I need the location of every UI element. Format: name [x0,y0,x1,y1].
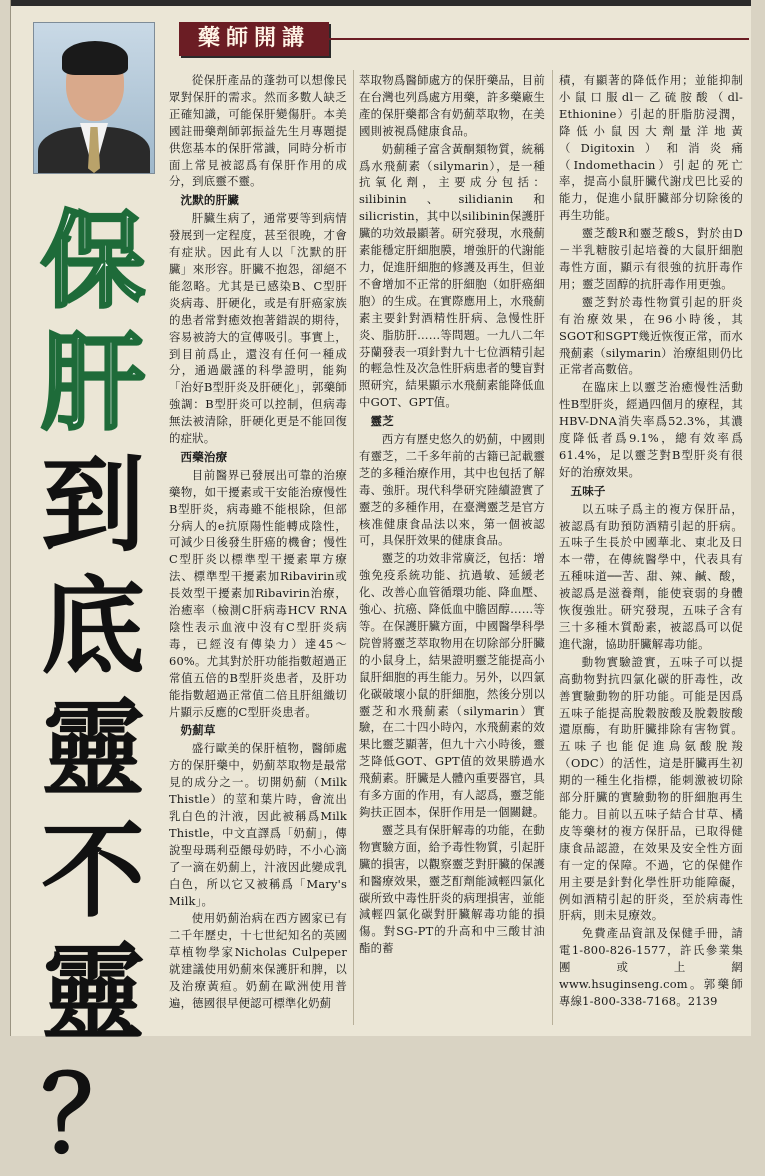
section-heading: 靈芝 [370,414,394,429]
column-tag: 藥師開講 [179,22,329,56]
article-paragraph: 靈芝酸R和靈芝酸S，對於由D－半乳糖胺引起培養的大鼠肝細胞毒性方面，顯示有很強的抗肝毒作用；靈芝固醇的抗肝毒作用更強。 [559,226,743,291]
article-paragraph: 免費產品資訊及保健手冊，請電1-800-826-1577，許氏參業集團或上網www.hsuginseng.com。郭藥師專線1-800-338-7168。2139 [559,926,743,1008]
article-paragraph: 以五味子爲主的複方保肝品，被認爲有助預防酒精引起的肝病。五味子生長於中國華北、東北及日本一帶，在傳統醫學中，代表具有五種味道──苦、甜、辣、鹹、酸，被認爲是滋養劑，能使衰弱的身體恢復強壯。研究發現，五味子含有三十多種木質酚素，被認爲可以促進代謝，協助肝臟解毒功能。 [559,501,743,651]
article-column-2 [359,72,545,958]
article-paragraph: 動物實驗證實，五味子可以提高動物對抗四氯化碳的肝毒性，改善實驗動物的肝功能。可能是因爲五味子能提高脫穀胺酸及脫穀胺酸還原酶，有助肝臟排除有害物質。五味子也能促進鳥氨酸脫羧（ODC）的活性，這是肝臟再生初期的一種生化指標，能刺激被切除部分肝臟的實驗動物的肝細胞再生能力。目前以五味子結合甘草、橘皮等藥材的複方保肝品，已取得健康食品認證，在效果及安全性方面有一定的保障。不過，它的保健作用主要是針對化學性肝功能障礙，例如酒精引起的肝炎，至於病毒性肝病，則未見療效。 [559,654,743,923]
headline-char: 底 [40,566,145,688]
header-rule [329,38,749,40]
headline-char: 保 [40,200,145,322]
headline-char: 靈 [40,688,145,810]
column-divider [552,70,553,1025]
headline-char: 到 [40,444,145,566]
article-paragraph: 積，有顯著的降低作用；並能抑制小鼠口服dl－乙硫胺酸（dl-Ethionine）引起的肝脂肪浸潤，降低小鼠因大劑量洋地黃（Digitoxin）和消炎痛（Indomethacin）引起的死亡率，提高小鼠肝臟代謝戊巴比妥的能力，促進小鼠肝臟部分切除後的再生功能。 [559,73,743,223]
section-heading: 沈默的肝臟 [180,193,239,208]
article-paragraph: 萃取物爲醫師處方的保肝藥品，目前在台灣也列爲處方用藥，許多藥廠生產的保肝藥都含有奶薊萃取物，在美國則被視爲健康食品。 [359,73,545,138]
column-divider [353,70,354,1025]
article-paragraph: 靈芝的功效非常廣泛，包括：增強免疫系統功能、抗過敏、延緩老化、改善心血管循環功能、降血壓、強心、抗癌、降低血中膽固醇……等等。在保護肝臟方面，中國醫學科學院曾將靈芝萃取物用在切除部分肝臟的小鼠身上，結果證明靈芝能提高小鼠肝細胞的再生能力。另外，以四氯化碳破壞小鼠的肝細胞，然後分別以靈芝和水飛薊素（silymarin）實驗，在二十四小時內，水飛薊素的效果比靈芝顯著，但九十六小時後，靈芝降低GOT、GPT值的效果勝過水飛薊素。肝臟是人體內重要器官，具有多方面的作用，有人認爲，靈芝能夠扶正固本，保肝作用是一個關鍵。 [359,551,545,819]
article-paragraph: 西方有歷史悠久的奶薊，中國則有靈芝，二千多年前的古籍已記載靈芝的多種治療作用，其中也包括了解毒、強肝。現代科學研究陸續證實了靈芝的多種作用，在臺灣靈芝是官方核准健康食品法以來，第一個被認可，具保肝效果的健康食品。 [359,432,545,548]
headline-char: 不 [40,810,145,932]
top-border [11,0,751,6]
article-paragraph: 盛行歐美的保肝植物，醫師處方的保肝藥中，奶薊萃取物是最常見的成分之一。切開奶薊（Milk Thistle）的莖和葉片時，會流出乳白色的汁液，因此被稱爲Milk Thistle，中文直譯爲「奶薊」，傳說聖母瑪利亞餵母奶時，不小心滴了一滴在奶薊上，汁液因此變成乳白色，所以它又被稱爲「Mary's Milk」。 [169,741,347,908]
article-column-3 [559,72,743,1011]
section-heading: 五味子 [570,483,606,498]
section-heading: 西藥治療 [180,449,228,464]
headline-char: 靈 [40,932,145,1054]
article-paragraph: 靈芝具有保肝解毒的功能，在動物實驗方面，給予毒性物質，引起肝臟的損害，以觀察靈芝對肝臟的保護和醫療效果，靈芝酊劑能減輕四氯化碳所致中毒性肝炎的病理損害，並能減輕四氯化碳對肝臟解毒功能的損傷。對SG-PT的升高和中三酸甘油酯的蓄 [359,822,545,956]
article-paragraph: 肝臟生病了，通常要等到病情發展到一定程度，甚至很晚，才會有症狀。因此有人以「沈默的肝臟」來形容。肝臟不抱怨，卻絕不能忽略。尤其是已感染B、C型肝炎病毒、肝硬化，或是有肝癌家族的患者常對癒效抱著錯誤的期待，容易被誇大的宣傳吸引。事實上，到目前爲止，還沒有任何一種成分，通過嚴謹的科學證明，能夠「治好B型肝炎及肝硬化」，郭藥師強調：B型肝炎可以控制，但病毒無法被清除，肝硬化更是不能回復的症狀。 [169,211,347,446]
article-paragraph: 從保肝產品的蓬勃可以想像民眾對保肝的需求。然而多數人缺乏正確知識，可能保肝變傷肝。本美國註冊藥劑師郭振益先生月專題提供您基本的保肝常識，同時分析市面上常見被認爲有保肝作用的成分，到底靈不靈。 [169,73,347,189]
headline [33,200,153,1176]
article-paragraph: 使用奶薊治病在西方國家已有二千年歷史，十七世紀知名的英國草植物學家Nicholas Culpeper就建議使用奶薊來保護肝和脾，以及治療黃疸。奶薊在歐洲使用普遍，德國很早便認可標準化奶薊 [169,911,347,1010]
article-paragraph: 在臨床上以靈芝治癒慢性活動性B型肝炎，經過四個月的療程，其HBV-DNA消失率爲52.3%，其濃度降低者爲9.1%，總有效率爲61.4%，足以靈芝對B型肝炎有很好的治療效果。 [559,380,743,479]
article-paragraph: 靈芝對於毒性物質引起的肝炎有治療效果，在96小時後，其SGOT和SGPT幾近恢復正常，而水飛薊素（silymarin）治療組則仍比正常者高數倍。 [559,294,743,377]
article-column-1 [169,72,347,1013]
newspaper-page [10,0,751,1176]
article-paragraph: 奶薊種子富含黃酮類物質，統稱爲水飛薊素（silymarin），是一種抗氧化劑，主要成分包括：silibinin、silidianin和silicristin，其中以silibinin保護肝臟的功效最顯著。研究發現，水飛薊素能穩定肝細胞膜，增強肝的代謝能力，促進肝細胞的修護及再生，但並不會增加不正常的肝細胞（如肝癌細胞）的生成。在實際應用上，水飛薊素主要針對酒精性肝病、急慢性肝炎、脂肪肝……等問題。一九八二年芬蘭發表一項針對九十七位酒精引起的輕急性及次急性肝病患者的雙盲對照研究，結果顯示水飛薊素能降低血中GOT、GPT值。 [359,141,545,410]
headline-char: ？ [40,1054,145,1176]
section-heading: 奶薊草 [180,723,216,738]
author-photo [33,22,155,174]
article-paragraph: 目前醫界已發展出可靠的治療藥物，如干擾素或干安能治療慢性B型肝炎，病毒雖不能根除，但部分病人的e抗原陽性能轉成陰性，可減少日後發生肝癌的機會；慢性C型肝炎以標準型干擾素單方療法、標準型干擾素加Ribavirin或長效型干擾素加Ribavirin治療，治癒率（檢測C肝病毒HCV RNA陰性表示血液中沒有C型肝炎病毒，已經沒有傳染力）達45～60%。尤其對於肝功能指數超過正常值五倍的B型肝炎患者，及肝功能指數超過正常值二倍且肝組織切片顯示反應的C型肝炎患者。 [169,467,347,719]
headline-char: 肝 [40,322,145,444]
